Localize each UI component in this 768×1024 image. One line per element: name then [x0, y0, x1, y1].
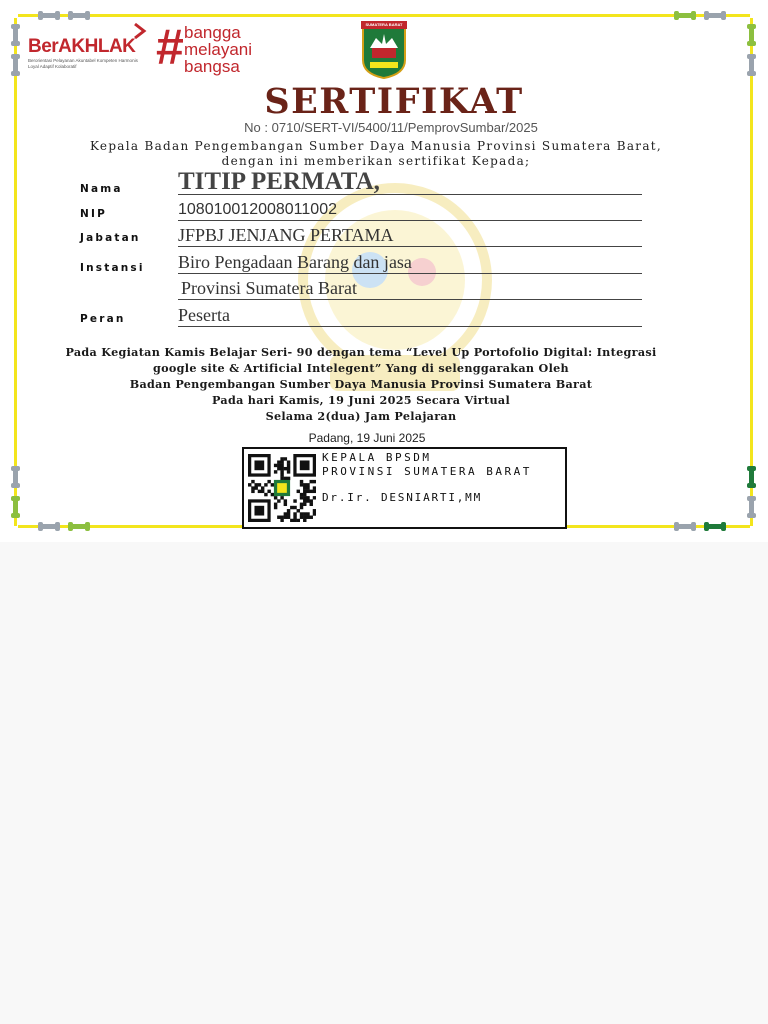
frame-ornament	[40, 13, 58, 18]
instansi-label: Instansi	[80, 262, 145, 274]
frame-ornament	[749, 468, 754, 486]
signatory-position-2: PROVINSI SUMATERA BARAT	[322, 465, 532, 478]
frame-ornament	[749, 56, 754, 74]
certificate-title: SERTIFIKAT	[264, 81, 524, 122]
jabatan-value: JFPBJ JENJANG PERTAMA	[178, 225, 642, 247]
frame-ornament	[749, 498, 754, 516]
frame-ornament	[70, 13, 88, 18]
nama-label: Nama	[80, 183, 123, 195]
frame-ornament	[676, 13, 694, 18]
peran-value: Peserta	[178, 305, 642, 327]
frame-ornament	[13, 498, 18, 516]
activity-line-2: google site & Artificial Intelegent” Yang di selenggarakan Oleh	[153, 361, 569, 375]
nip-value: 108010012008011002	[178, 200, 642, 221]
place-date: Padang, 19 Juni 2025	[308, 431, 426, 445]
bangga-line-3: bangsa	[184, 57, 240, 76]
bangga-line-1: bangga	[184, 23, 241, 42]
jabatan-label: Jabatan	[80, 232, 141, 244]
qr-code-icon	[248, 454, 316, 522]
frame-top	[18, 14, 750, 17]
nip-label: NIP	[80, 208, 107, 220]
frame-ornament	[13, 26, 18, 44]
frame-ornament	[70, 524, 88, 529]
berakhlak-tagline: Berorientasi Pelayanan Akuntabel Kompeten Harmonis Loyal Adaptif Kolaboratif	[28, 58, 138, 69]
berakhlak-logo	[28, 22, 153, 74]
emblem-banner-text: SUMATERA BARAT	[365, 22, 403, 27]
frame-ornament	[13, 56, 18, 74]
frame-ornament	[40, 524, 58, 529]
frame-ornament	[749, 26, 754, 44]
intro-line-2: dengan ini memberikan sertifikat Kepada;	[221, 154, 531, 168]
activity-line-3: Badan Pengembangan Sumber Daya Manusia Provinsi Sumatera Barat	[129, 377, 593, 391]
signatory-position-1: KEPALA BPSDM	[322, 451, 432, 464]
hash-symbol: #	[156, 19, 184, 75]
frame-ornament	[676, 524, 694, 529]
bangga-line-2: melayani	[184, 40, 253, 59]
activity-line-4: Pada hari Kamis, 19 Juni 2025 Secara Virtual	[211, 393, 511, 407]
frame-ornament	[706, 13, 724, 18]
bangga-melayani-logo	[156, 19, 272, 76]
instansi-value-1: Biro Pengadaan Barang dan jasa	[178, 251, 642, 274]
province-emblem	[360, 20, 408, 80]
signatory-name: Dr.Ir. DESNIARTI,MM	[322, 491, 483, 504]
intro-line-1: Kepala Badan Pengembangan Sumber Daya Manusia Provinsi Sumatera Barat,	[89, 139, 663, 153]
peran-label: Peran	[80, 313, 126, 325]
frame-ornament	[13, 468, 18, 486]
berakhlak-wordmark: BerAKHLAK	[28, 36, 136, 57]
frame-ornament	[706, 524, 724, 529]
certificate-number: No : 0710/SERT-VI/5400/11/PemprovSumbar/2025	[244, 120, 538, 135]
activity-line-5: Selama 2(dua) Jam Pelajaran	[265, 409, 457, 423]
signature-box	[242, 447, 567, 529]
activity-line-1: Pada Kegiatan Kamis Belajar Seri- 90 dengan tema “Level Up Portofolio Digital: Integrasi	[65, 345, 657, 359]
instansi-value-2: Provinsi Sumatera Barat	[178, 278, 642, 300]
nama-value: TITIP PERMATA,	[178, 168, 642, 195]
